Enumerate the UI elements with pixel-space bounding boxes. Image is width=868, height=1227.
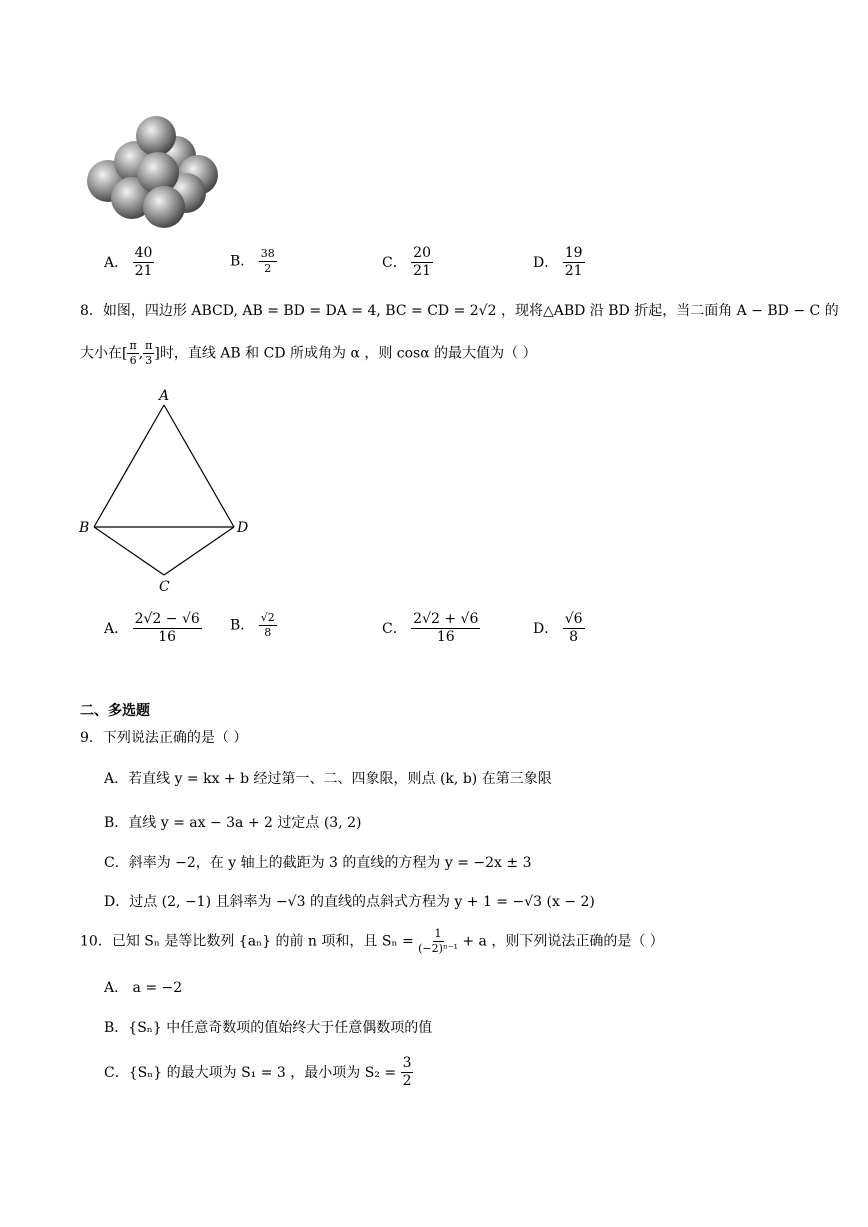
vertex-label-c: C [159, 579, 170, 595]
q9-option-b[interactable]: B．直线 y = ax − 3a + 2 过定点 (3, 2) [104, 815, 362, 831]
vertex-label-a: A [159, 388, 170, 404]
q8-option-a[interactable]: A． $\frac{2√2 - √6}{16}$ [104, 611, 200, 646]
sphere [136, 116, 176, 156]
quadrilateral-diagram [72, 385, 262, 595]
q8-option-d[interactable]: D． $\frac{√6}{8}$ [533, 611, 583, 646]
q9-option-c[interactable]: C．斜率为 −2，在 y 轴上的截距为 3 的直线的方程为 y = −2x ± 3 [104, 855, 532, 871]
q10-option-b[interactable]: B．{Sₙ} 中任意奇数项的值始终大于任意偶数项的值 [104, 1020, 433, 1036]
q8-option-b[interactable]: B． $\frac{√2}{8}$ [230, 611, 275, 640]
q7-option-c[interactable]: C． $\frac{20}{21}$ [382, 245, 431, 280]
q7-option-d[interactable]: D． $\frac{19}{21}$ [533, 245, 583, 280]
q10-option-c[interactable]: C．{Sₙ} 的最大项为 S₁ = 3 ，最小项为 S₂ = $\frac{3}{2}$ [104, 1055, 412, 1090]
q10-stem: 10．已知 Sₙ 是等比数列 {aₙ} 的前 n 项和，且 Sₙ = $\frac{1}{\text{(−2)ⁿ⁻¹}}$ + a ，则下列说法正确的是（ ） [80, 927, 664, 956]
edge-bc [94, 527, 164, 575]
q9-option-d[interactable]: D．过点 (2, −1) 且斜率为 −√3 的直线的点斜式方程为 y + 1 = −√3 (x − 2) [104, 894, 595, 910]
q8-stem-line1: 8．如图，四边形 ABCD, AB = BD = DA = 4, BC = CD = 2√2 ，现将△ABD 沿 BD 折起，当二面角 A − BD − C 的 [80, 303, 839, 319]
q7-option-b[interactable]: B． $\frac{38}{2}$ [230, 247, 275, 276]
edge-ab [94, 405, 164, 527]
sphere-stack-figure [80, 105, 230, 235]
edge-cd [164, 527, 234, 575]
q10-option-a[interactable]: A． a = −2 [104, 980, 183, 996]
vertex-label-d: D [237, 520, 249, 536]
q8-option-c[interactable]: C． $\frac{2√2 + √6}{16}$ [382, 611, 479, 646]
q9-option-a[interactable]: A．若直线 y = kx + b 经过第一、二、四象限，则点 (k, b) 在第三象限 [104, 771, 552, 787]
sphere [143, 186, 185, 228]
section-heading-multiple-choice: 二、多选题 [80, 703, 150, 719]
edge-ad [164, 405, 234, 527]
q8-stem-line2: 大小在[ $\frac{\pi}{6}$ , $\frac{\pi}{3}$ ]时，直线 AB 和 CD 所成角为 α ，则 cosα 的最大值为（ ） [80, 339, 537, 368]
vertex-label-b: B [79, 520, 90, 536]
q7-option-a[interactable]: A． $\frac{40}{21}$ [104, 245, 153, 280]
q9-stem: 9．下列说法正确的是（ ） [80, 730, 248, 746]
